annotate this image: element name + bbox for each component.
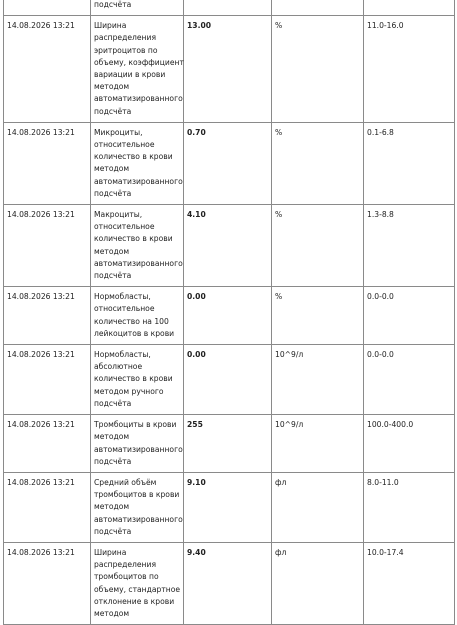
test-name-line: Ширина [94,21,127,31]
test-name-cell [91,0,184,16]
test-name-line: распределения [94,560,157,570]
reference-cell: 11.0-16.0 [364,16,455,123]
reference-cell: 10.0-17.4 [364,542,455,624]
reference-cell: 1.3-8.8 [364,205,455,287]
table-row [4,287,455,345]
test-name-line: подсчёта [94,456,132,466]
test-name-line: количество в крови [94,152,173,162]
test-name-line: количество на 100 [94,316,169,326]
date-cell: 14.08.2026 13:21 [4,415,91,473]
unit-cell: фл [272,542,364,624]
date-cell: 14.08.2026 13:21 [4,122,91,204]
table-row [4,345,455,415]
test-name-line: лейкоцитов в крови [94,328,175,338]
test-name-line: методом ручного [94,386,164,396]
test-name-line: Ширина [94,547,127,557]
test-name-line: методом [94,82,130,92]
test-name-line: подсчёта [94,398,132,408]
date-cell: 14.08.2026 13:21 [4,472,91,542]
unit-cell: % [272,287,364,345]
reference-cell: 100.0-400.0 [364,415,455,473]
test-name-line: количество в крови [94,234,173,244]
value-cell: 4.10 [184,205,272,287]
test-name-line: методом [94,246,130,256]
test-name-cell [91,16,184,123]
lab-results-table [3,0,455,625]
unit-cell: % [272,16,364,123]
test-name-line: тромбоцитов по [94,572,159,582]
test-name-line: распределения [94,33,157,43]
value-cell: 9.10 [184,472,272,542]
test-name-line: методом [94,502,130,512]
test-name-line: автоматизированного [94,258,183,268]
reference-cell [364,0,455,16]
test-name-line: методом [94,432,130,442]
value-cell: 9.40 [184,542,272,624]
test-name-line: Средний объём [94,477,157,487]
test-name-line: подсчёта [94,188,132,198]
test-name-line: Тромбоциты в крови [94,420,177,430]
reference-cell: 0.0-0.0 [364,287,455,345]
reference-cell: 0.1-6.8 [364,122,455,204]
reference-cell: 8.0-11.0 [364,472,455,542]
test-name-cell [91,472,184,542]
table-row-continued [4,0,455,16]
table-row [4,16,455,123]
test-name-line: тромбоцитов в крови [94,490,180,500]
date-cell: 14.08.2026 13:21 [4,287,91,345]
test-name-line: подсчёта [94,0,132,9]
test-name-line: Микроциты, [94,127,143,137]
date-cell: 14.08.2026 13:21 [4,542,91,624]
unit-cell: 10^9/л [272,415,364,473]
test-name-line: Нормобласты, [94,292,151,302]
test-name-cell [91,122,184,204]
reference-cell: 0.0-0.0 [364,345,455,415]
unit-cell: % [272,122,364,204]
unit-cell [272,0,364,16]
test-name-line: количество в крови [94,374,173,384]
test-name-cell [91,205,184,287]
test-name-line: автоматизированного [94,94,183,104]
value-cell: 0.00 [184,287,272,345]
table-row [4,542,455,624]
test-name-line: отклонение в крови [94,596,175,606]
test-name-line: абсолютное [94,362,143,372]
table-row [4,415,455,473]
date-cell [4,0,91,16]
test-name-line: методом [94,164,130,174]
table-row [4,205,455,287]
value-cell [184,0,272,16]
test-name-line: вариации в крови [94,70,166,80]
test-name-line: относительное [94,222,155,232]
unit-cell: % [272,205,364,287]
date-cell: 14.08.2026 13:21 [4,345,91,415]
value-cell: 0.00 [184,345,272,415]
test-name-cell [91,287,184,345]
test-name-line: Макроциты, [94,210,143,220]
test-name-line: автоматизированного [94,514,183,524]
test-name-line: методом [94,608,130,618]
table-row [4,472,455,542]
date-cell: 14.08.2026 13:21 [4,16,91,123]
test-name-cell [91,345,184,415]
test-name-line: автоматизированного [94,444,183,454]
test-name-line: подсчёта [94,106,132,116]
test-name-line: Нормобласты, [94,350,151,360]
test-name-line: эритроцитов по [94,45,158,55]
test-name-cell [91,542,184,624]
value-cell: 13.00 [184,16,272,123]
test-name-line: объему, стандартное [94,584,181,594]
value-cell: 255 [184,415,272,473]
date-cell: 14.08.2026 13:21 [4,205,91,287]
unit-cell: фл [272,472,364,542]
test-name-line: подсчёта [94,526,132,536]
unit-cell: 10^9/л [272,345,364,415]
table-row [4,122,455,204]
test-name-line: объему, коэффициент [94,57,184,67]
value-cell: 0.70 [184,122,272,204]
test-name-cell [91,415,184,473]
test-name-line: автоматизированного [94,176,183,186]
test-name-line: относительное [94,140,155,150]
test-name-line: подсчёта [94,271,132,281]
test-name-line: относительное [94,304,155,314]
